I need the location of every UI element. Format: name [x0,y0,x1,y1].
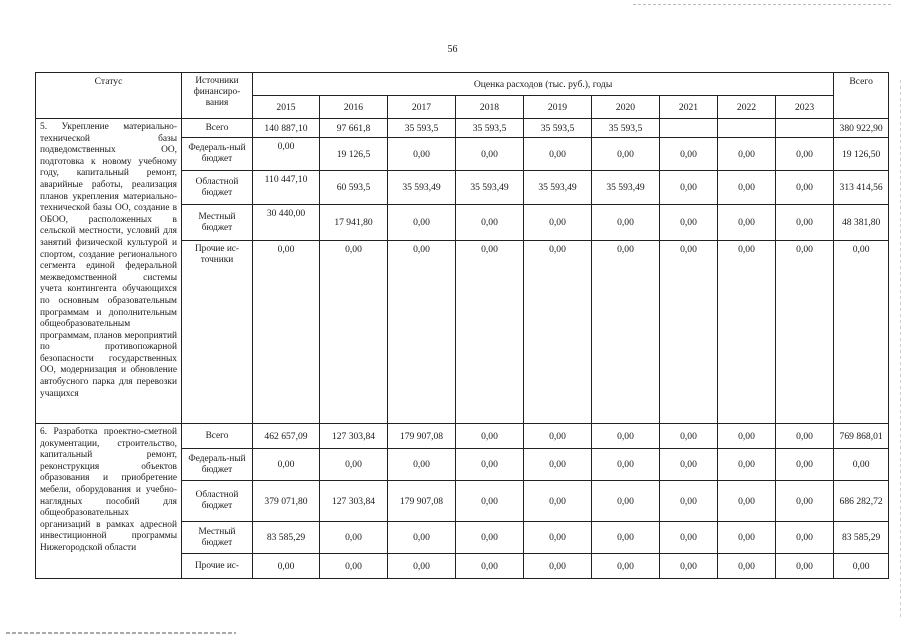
value-cell: 0,00 [776,241,834,424]
header-year: 2019 [524,96,592,119]
value-cell: 0,00 [776,449,834,481]
value-cell: 0,00 [592,241,660,424]
scan-artifact-right [900,80,901,620]
header-status: Статус [36,73,182,119]
budget-table [35,72,889,579]
value-cell: 30 440,00 [253,205,320,241]
value-cell: 0,00 [776,554,834,579]
source-cell: Прочие ис-точники [182,241,253,424]
value-cell: 0,00 [253,554,320,579]
value-cell: 0,00 [718,205,776,241]
source-cell: Прочие ис- [182,554,253,579]
value-cell: 140 887,10 [253,119,320,138]
value-cell: 35 593,49 [388,171,456,205]
value-cell: 0,00 [718,424,776,449]
value-cell [660,119,718,138]
value-cell: 0,00 [660,138,718,171]
source-cell: Федераль-ный бюджет [182,138,253,171]
value-cell: 0,00 [592,424,660,449]
value-cell: 0,00 [718,171,776,205]
value-cell: 0,00 [660,522,718,554]
value-cell: 83 585,29 [253,522,320,554]
value-cell: 0,00 [718,522,776,554]
value-cell: 0,00 [456,138,524,171]
value-cell: 0,00 [660,171,718,205]
total-cell: 0,00 [834,554,889,579]
header-year: 2020 [592,96,660,119]
status-cell: 6. Разработка проектно-сметной документации, строительство, капитальный ремонт, реконструкция объектов образования и приобретение мебели, оборудования и учебно-наглядных пособий для общеобразовательных организаций в рамках адресной инвестиционной программы Нижегородской области [36,424,182,579]
value-cell: 0,00 [718,241,776,424]
value-cell: 0,00 [524,449,592,481]
source-cell: Федераль-ный бюджет [182,449,253,481]
value-cell: 0,00 [592,554,660,579]
source-cell: Всего [182,424,253,449]
value-cell: 379 071,80 [253,481,320,522]
header-year: 2023 [776,96,834,119]
total-cell: 769 868,01 [834,424,889,449]
value-cell: 0,00 [456,424,524,449]
value-cell: 0,00 [456,449,524,481]
value-cell: 0,00 [456,554,524,579]
value-cell: 0,00 [388,138,456,171]
header-estimate: Оценка расходов (тыс. руб.), годы [253,73,834,96]
header-year: 2022 [718,96,776,119]
value-cell: 462 657,09 [253,424,320,449]
value-cell: 0,00 [456,481,524,522]
value-cell: 97 661,8 [320,119,388,138]
value-cell: 0,00 [718,554,776,579]
value-cell: 110 447,10 [253,171,320,205]
scan-artifact-bottom [6,632,236,634]
value-cell: 0,00 [524,241,592,424]
value-cell: 60 593,5 [320,171,388,205]
table-row [36,424,889,449]
value-cell: 0,00 [320,241,388,424]
value-cell: 0,00 [592,481,660,522]
total-cell: 48 381,80 [834,205,889,241]
value-cell: 0,00 [592,138,660,171]
value-cell: 0,00 [320,554,388,579]
total-cell: 19 126,50 [834,138,889,171]
value-cell: 127 303,84 [320,481,388,522]
scan-artifact-top [633,4,893,5]
header-year: 2017 [388,96,456,119]
value-cell: 35 593,5 [456,119,524,138]
value-cell [776,119,834,138]
value-cell: 35 593,49 [456,171,524,205]
value-cell: 0,00 [660,481,718,522]
value-cell: 0,00 [524,138,592,171]
value-cell: 35 593,5 [388,119,456,138]
value-cell: 127 303,84 [320,424,388,449]
source-cell: Местный бюджет [182,205,253,241]
value-cell: 0,00 [524,424,592,449]
value-cell: 0,00 [660,424,718,449]
value-cell: 17 941,80 [320,205,388,241]
table-row [36,119,889,138]
value-cell: 0,00 [524,205,592,241]
value-cell: 0,00 [660,205,718,241]
total-cell: 0,00 [834,449,889,481]
value-cell: 0,00 [320,522,388,554]
value-cell: 0,00 [776,205,834,241]
value-cell: 35 593,49 [592,171,660,205]
value-cell: 0,00 [253,449,320,481]
value-cell: 0,00 [776,481,834,522]
total-cell: 313 414,56 [834,171,889,205]
value-cell: 179 907,08 [388,481,456,522]
total-cell: 83 585,29 [834,522,889,554]
value-cell: 0,00 [456,241,524,424]
header-year: 2018 [456,96,524,119]
value-cell: 0,00 [524,554,592,579]
value-cell: 0,00 [776,138,834,171]
header-year: 2021 [660,96,718,119]
value-cell: 0,00 [456,205,524,241]
value-cell: 0,00 [660,241,718,424]
value-cell: 0,00 [320,449,388,481]
source-cell: Местный бюджет [182,522,253,554]
value-cell: 0,00 [776,171,834,205]
value-cell: 0,00 [776,522,834,554]
value-cell: 0,00 [718,449,776,481]
table-header [36,73,889,119]
value-cell: 0,00 [388,522,456,554]
value-cell: 0,00 [776,424,834,449]
header-year: 2016 [320,96,388,119]
header-year: 2015 [253,96,320,119]
value-cell: 0,00 [388,449,456,481]
source-cell: Областной бюджет [182,481,253,522]
value-cell: 0,00 [660,449,718,481]
total-cell: 0,00 [834,241,889,424]
source-cell: Областной бюджет [182,171,253,205]
value-cell: 35 593,49 [524,171,592,205]
value-cell: 19 126,5 [320,138,388,171]
value-cell: 0,00 [456,522,524,554]
total-cell: 380 922,90 [834,119,889,138]
table-body [36,119,889,579]
value-cell: 0,00 [592,522,660,554]
value-cell: 0,00 [592,205,660,241]
value-cell: 0,00 [253,241,320,424]
value-cell: 0,00 [524,481,592,522]
value-cell [718,119,776,138]
status-cell: 5. Укрепление материально-технической базы подведомственных ОО, подготовка к новому учебному году, капитальный ремонт, аварийные работы, реализация планов укрепления материально-технической базы ОО, создание в ОБОО, расположенных в сельской местности, условий для занятий физической культурой и спортом, создание регионального сегмента единой федеральной межведомственной системы учета контингента обучающихся по основным образовательным программам и дополнительным общеобразовательным программам, планов мероприятий по противопожарной безопасности государственных ОО, модернизация и обновление автобусного парка для перевозки учащихся [36,119,182,424]
value-cell: 179 907,08 [388,424,456,449]
source-cell: Всего [182,119,253,138]
value-cell: 0,00 [718,481,776,522]
value-cell: 35 593,5 [524,119,592,138]
value-cell: 0,00 [388,241,456,424]
header-source: Источники финансиро-вания [182,73,253,119]
value-cell: 0,00 [253,138,320,171]
value-cell: 0,00 [718,138,776,171]
page-number: 56 [447,44,458,55]
value-cell: 0,00 [388,554,456,579]
value-cell: 0,00 [388,205,456,241]
value-cell: 0,00 [592,449,660,481]
value-cell: 0,00 [524,522,592,554]
total-cell: 686 282,72 [834,481,889,522]
value-cell: 0,00 [660,554,718,579]
header-total: Всего [834,73,889,119]
value-cell: 35 593,5 [592,119,660,138]
